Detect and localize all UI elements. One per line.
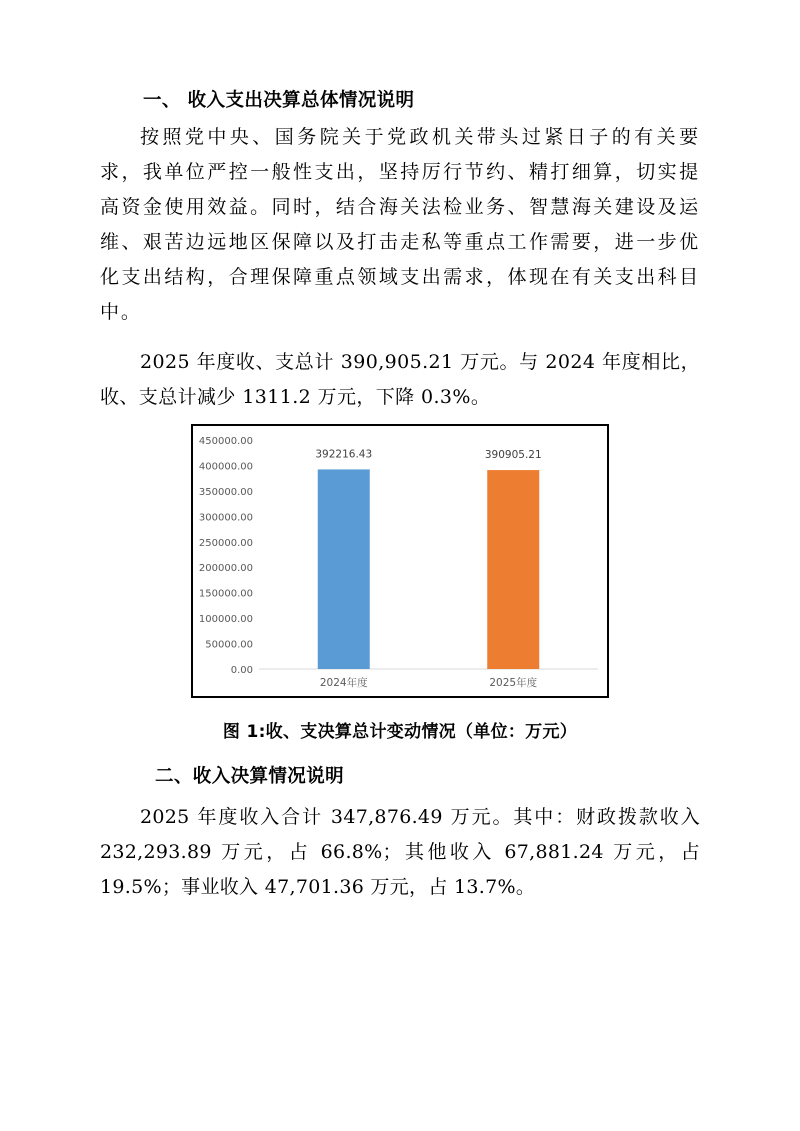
section1-paragraph-1: 按照党中央、国务院关于党政机关带头过紧日子的有关要求，我单位严控一般性支出，坚持厉行节约、精打细算，切实提高资金使用效益。同时，结合海关法检业务、智慧海关建设及运维、艰苦边远地区保障以及打击走私等重点工作需要，进一步优化支出结构，合理保障重点领域支出需求，体现在有关支出科目中。 <box>100 126 700 323</box>
bar-data-label: 392216.43 <box>315 448 373 461</box>
bar-data-label: 390905.21 <box>484 449 542 462</box>
section2-heading: 二、收入决算情况说明 <box>155 766 345 787</box>
bar-2024年度 <box>318 469 370 669</box>
y-tick-label: 200000.00 <box>198 563 253 575</box>
y-tick-label: 350000.00 <box>198 486 253 498</box>
section1-heading: 一、 收入支出决算总体情况说明 <box>143 90 415 111</box>
bar-2025年度 <box>487 470 539 669</box>
y-tick-label: 50000.00 <box>205 639 253 651</box>
y-tick-label: 100000.00 <box>198 614 253 626</box>
y-tick-label: 250000.00 <box>198 537 253 549</box>
x-tick-label: 2024年度 <box>319 677 368 689</box>
section2-paragraph-1: 2025 年度收入合计 347,876.49 万元。其中：财政拨款收入 232,293.89 万元，占 66.8%；其他收入 67,881.24 万元，占 19.5%；事业收入 47,701.36 万元，占 13.7%。 <box>100 806 700 898</box>
y-tick-label: 0.00 <box>230 665 253 676</box>
y-tick-label: 450000.00 <box>198 436 253 447</box>
x-tick-label: 2025年度 <box>489 677 538 689</box>
y-tick-label: 300000.00 <box>198 512 253 524</box>
bar-chart <box>191 424 609 698</box>
y-tick-label: 150000.00 <box>198 588 253 600</box>
section1-paragraph-2: 2025 年度收、支总计 390,905.21 万元。与 2024 年度相比，收、支总计减少 1311.2 万元，下降 0.3%。 <box>100 351 700 408</box>
y-tick-label: 400000.00 <box>198 461 253 473</box>
figure-caption: 图 1:收、支决算总计变动情况（单位：万元） <box>222 722 578 742</box>
bar-chart-svg <box>193 426 607 696</box>
